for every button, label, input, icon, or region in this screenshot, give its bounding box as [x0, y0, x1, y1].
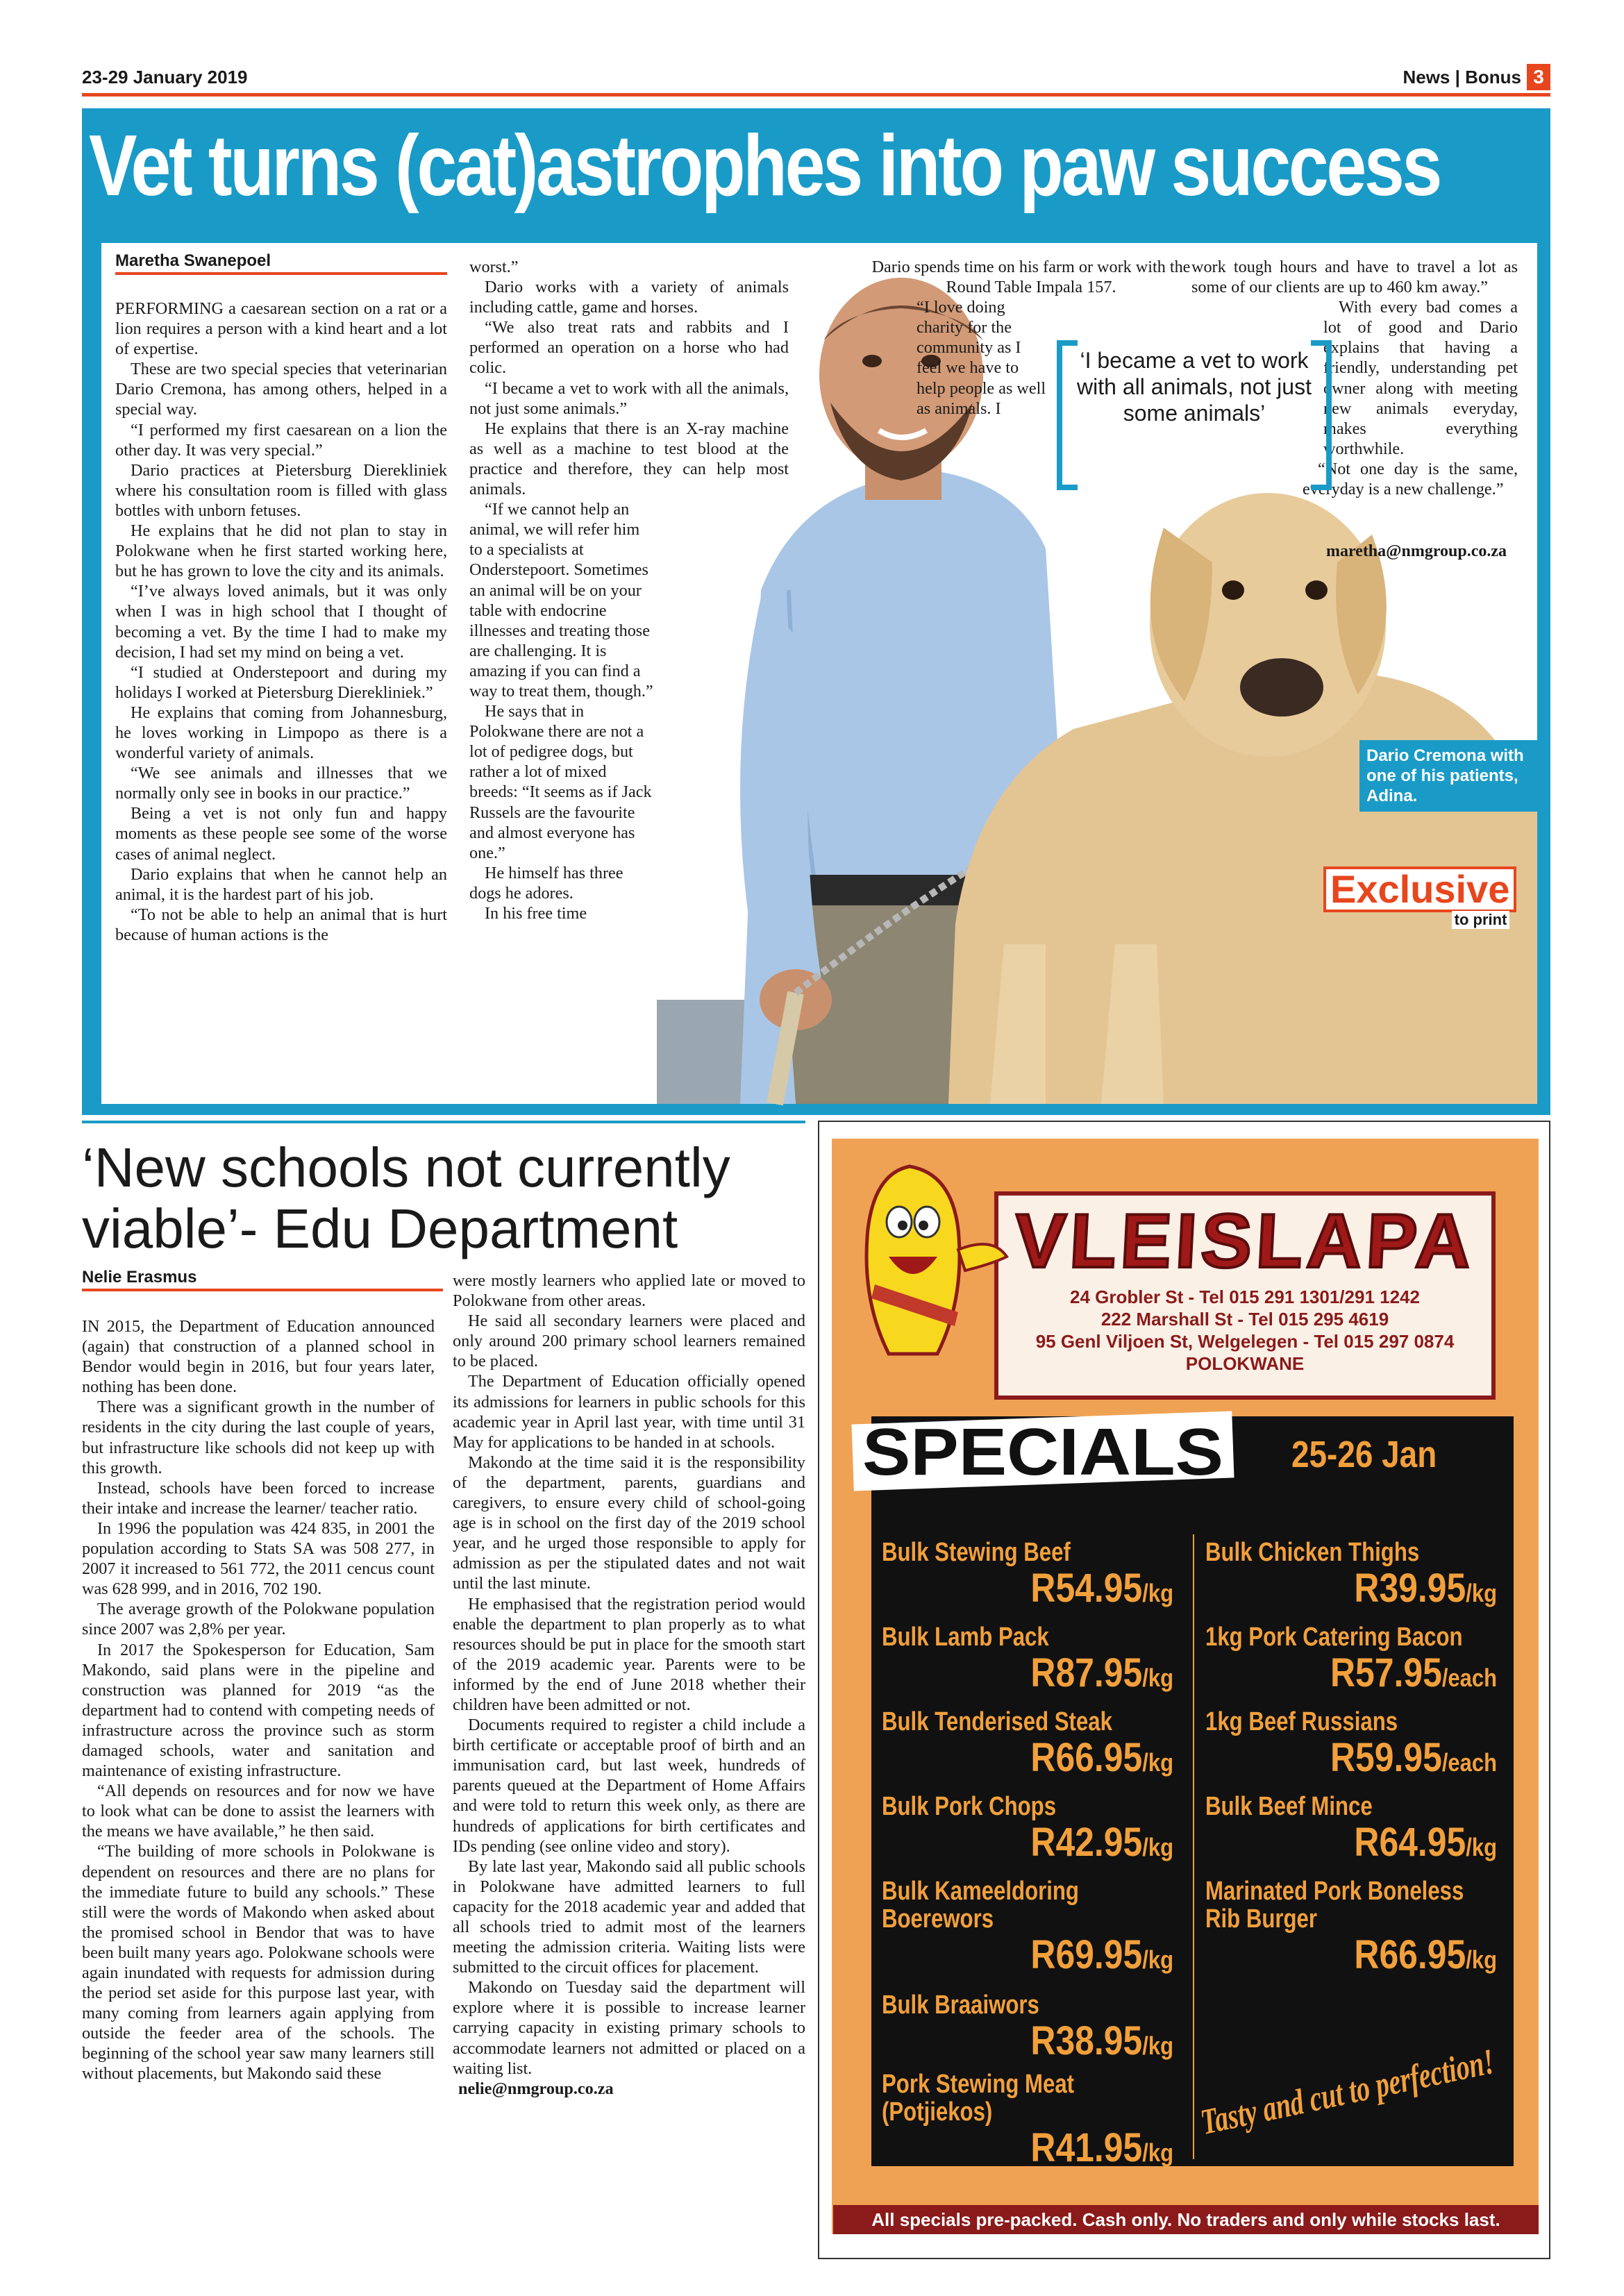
store-addresses	[1005, 1286, 1484, 1375]
vet-byline: Maretha Swanepoel	[115, 251, 271, 270]
item-name: Bulk Chicken Thighs	[1205, 1538, 1420, 1567]
address-line: 95 Genl Viljoen St, Welgelegen - Tel 015 297 0874	[1035, 1331, 1455, 1352]
price-unit: /kg	[1142, 1748, 1173, 1777]
paragraph: In 1996 the population was 424 835, in 2001 the population according to Stats SA was 508 277, in 2007 it increased to 561 772, the 2011 cencus count was 628 999, and in 2016, 702 190.	[82, 1518, 435, 1599]
paragraph: He explains that he did not plan to stay in Polokwane when he first started working here, but he has grown to love the city and its animals.	[115, 521, 447, 581]
paragraph: He explains that there is an X-ray machine as well as a machine to test blood at the practice and therefore, they can help most animals.	[469, 419, 789, 499]
paragraph: Makondo at the time said it is the responsibility of the department, parents, guardians and caregivers, to ensure every child of school-going age is in school on the first day of the 2019 school year, and he urged those responsible to apply for admission as per the stipulated dates and not wait until the last minute.	[453, 1452, 805, 1593]
school-article-top-rule	[82, 1121, 805, 1123]
item-name: Bulk Kameeldoring Boerewors	[882, 1877, 1079, 1934]
school-headline: ‘New schools not currently viable’- Edu Department	[82, 1137, 730, 1259]
price-value: R41.95	[1030, 2125, 1143, 2170]
price-value: R39.95	[1354, 1566, 1466, 1611]
pull-quote	[1069, 347, 1319, 426]
paragraph: Being a vet is not only fun and happy moments as these people see some of the worse cases of animal neglect.	[115, 804, 447, 864]
price-unit: /kg	[1466, 1945, 1497, 1974]
special-item	[882, 1623, 1173, 1700]
price-value: R69.95	[1030, 1932, 1143, 1977]
paragraph: “We also treat rats and rabbits and I performed an operation on a horse who had colic.	[469, 318, 789, 378]
item-name: 1kg Pork Catering Bacon	[1205, 1623, 1463, 1652]
section-label: News | Bonus	[1403, 67, 1521, 87]
paragraph: There was a significant growth in the number of residents in the city during the last couple of years, but infrastructure like schools did not keep up with this growth.	[82, 1398, 435, 1477]
paragraph: “I love doing charity for the community as I feel we have to help people as well as animals. I	[916, 298, 1046, 418]
special-item	[882, 1708, 1173, 1785]
vet-column-2	[469, 257, 789, 923]
paragraph: He said all secondary learners were placed and only around 200 primary school learners remained to be placed.	[453, 1312, 805, 1371]
special-item	[1205, 1793, 1497, 1870]
byline-rule	[82, 1289, 443, 1291]
item-name: 1kg Beef Russians	[1205, 1707, 1398, 1736]
item-price	[1246, 1736, 1497, 1785]
paragraph: worst.”	[469, 258, 519, 276]
address-line: POLOKWANE	[1185, 1353, 1305, 1374]
byline-rule	[115, 272, 447, 275]
paragraph: PERFORMING a caesarean section on a rat or a lion requires a person with a kind heart and a lot of expertise.	[115, 299, 447, 359]
paragraph: With every bad comes a lot of good and Dario explains that having a friendly, understanding pet owner along with meeting new animals everyday, makes everything worthwhile.	[1323, 298, 1518, 458]
address-line: 24 Grobler St - Tel 015 291 1301/291 1242	[1070, 1287, 1420, 1307]
paragraph: “Not one day is the same, everyday is a new challenge.”	[1303, 459, 1518, 499]
paragraph: Dario spends time on his farm or work with the Round Table Impala 157.	[871, 258, 1191, 297]
item-price	[1246, 1651, 1497, 1700]
price-value: R87.95	[1030, 1650, 1143, 1695]
special-item	[882, 1991, 1173, 2068]
paragraph: “I performed my first caesarean on a lion the other day. It was very special.”	[115, 420, 447, 460]
header-rule	[82, 93, 1550, 97]
tagline	[1194, 2019, 1605, 2159]
item-price	[923, 1566, 1173, 1616]
paragraph: He emphasised that the registration period would enable the department to plan properly as to what resources should be put in place for the smooth start of the 2019 academic year. Parents were to be informed by the end of June 2018 whether their children have been admitted or not.	[453, 1594, 805, 1714]
special-item	[882, 1793, 1173, 1870]
price-value: R59.95	[1330, 1735, 1442, 1780]
item-name: Bulk Beef Mince	[1205, 1792, 1373, 1821]
price-value: R66.95	[1030, 1735, 1143, 1780]
paragraph: In his free time	[485, 904, 587, 923]
tagline-text: Tasty and cut to perfection!	[1197, 2019, 1605, 2143]
price-unit: /kg	[1142, 1664, 1173, 1692]
special-item	[1205, 1539, 1497, 1616]
item-name: Pork Stewing Meat (Potjiekos)	[882, 2070, 1075, 2127]
item-price	[923, 2126, 1173, 2175]
price-value: R42.95	[1030, 1820, 1143, 1865]
paragraph: The Department of Education officially opened its admissions for learners in public schools for this academic year in April last year, with time until 31 May for applications to be handed in at schools.	[453, 1372, 805, 1452]
quote-bracket-left	[1057, 340, 1078, 490]
price-unit: /kg	[1466, 1833, 1497, 1861]
item-price	[1246, 1820, 1497, 1870]
item-price	[1246, 1933, 1497, 1982]
author-email[interactable]: maretha@nmgroup.co.za	[1325, 542, 1507, 560]
school-byline: Nelie Erasmus	[82, 1268, 197, 1287]
paragraph: He explains that coming from Johannesburg, he loves working in Limpopo as there is a wonderful variety of animals.	[115, 703, 447, 763]
specials-heading-text: SPECIALS	[862, 1415, 1223, 1489]
paragraph: “I became a vet to work with all the animals, not just some animals.”	[469, 378, 789, 418]
school-column-2	[453, 1271, 805, 2099]
specials-dates: 25-26 Jan	[1291, 1434, 1437, 1475]
price-value: R54.95	[1030, 1566, 1143, 1611]
paragraph: Instead, schools have been forced to increase their intake and increase the learner/ teacher ratio.	[82, 1478, 435, 1518]
item-name: Bulk Tenderised Steak	[882, 1707, 1112, 1736]
paragraph: These are two special species that veterinarian Dario Cremona, has among others, helped in a special way.	[115, 360, 447, 419]
paragraph: IN 2015, the Department of Education announced (again) that construction of a planned school in Bendor would begin in 2016, but four years later, nothing has been done.	[82, 1317, 435, 1397]
paragraph: By late last year, Makondo said all public schools in Polokwane have admitted learners to full capacity for the 2018 academic year and added that all schools tried to admit most of the learners meeting the admission criteria. Waiting lists were submitted to the circuit offices for placement.	[453, 1857, 805, 1977]
paragraph: The average growth of the Polokwane population since 2007 was 2,8% per year.	[82, 1600, 435, 1639]
school-column-1	[82, 1316, 435, 2084]
special-item	[1205, 1708, 1497, 1785]
price-unit: /kg	[1466, 1579, 1497, 1607]
paragraph: “I’ve always loved animals, but it was only when I was in high school that I thought of becoming a vet. By the time I had to make my decision, I had set my mind on being a vet.	[115, 582, 447, 662]
pull-quote-text: ‘I became a vet to work with all animals, not just some animals’	[1077, 348, 1312, 426]
price-value: R57.95	[1330, 1650, 1442, 1695]
price-unit: /kg	[1142, 2138, 1173, 2167]
paragraph: Documents required to register a child include a birth certificate or acceptable proof of birth and an immunisation card, but last week, hundreds of parents queued at the Department of Home Affairs and were told to return this week only, as there are hundreds of applications for birth certificates and IDs pending (see online video and story).	[453, 1716, 805, 1856]
price-unit: /kg	[1142, 1833, 1173, 1861]
paragraph: “To not be able to help an animal that is hurt because of human actions is the	[115, 905, 447, 944]
author-email[interactable]: nelie@nmgroup.co.za	[458, 2079, 614, 2098]
quote-bracket-right	[1311, 340, 1332, 490]
item-name: Bulk Pork Chops	[882, 1792, 1057, 1821]
paragraph: work tough hours and have to travel a lot as some of our clients are up to 460 km away.”	[1191, 258, 1518, 297]
vet-headline: Vet turns (cat)astrophes into paw success	[89, 118, 1441, 214]
paragraph: “The building of more schools in Polokwane is dependent on resources and there are no plans for the immediate future to build any schools.” These still were the words of Makondo when asked about the promised school in Bendor that was to have been built many years ago. Polokwane schools were again inundated with requests for admission during the period set aside for this purpose last year, with many coming from learners again applying from outside the feeder area of the schools. The beginning of the school year saw many learners still without placements, but Makondo said these	[82, 1842, 435, 2084]
special-item	[882, 1539, 1173, 1616]
price-unit: /kg	[1142, 1945, 1173, 1974]
paragraph: Dario practices at Pietersburg Dierekliniek where his consultation room is filled with glass bottles with unborn fetuses.	[115, 460, 447, 520]
paragraph: “I studied at Onderstepoort and during my holidays I worked at Pietersburg Dierekliniek.”	[115, 662, 447, 702]
specials-heading	[848, 1414, 1237, 1489]
exclusive-sublabel: to print	[1452, 911, 1510, 929]
special-item	[1205, 1877, 1497, 1982]
issue-date: 23-29 January 2019	[82, 67, 248, 87]
paragraph: Makondo on Tuesday said the department will explore where it is possible to increase learner carrying capacity in existing primary schools to accommodate learners not admitted or placed on a waiting list.	[453, 1978, 805, 2078]
item-name: Bulk Stewing Beef	[882, 1538, 1071, 1567]
exclusive-badge	[1323, 866, 1516, 928]
page-number: 3	[1527, 64, 1550, 90]
item-price	[923, 1736, 1173, 1785]
vet-column-1	[115, 299, 447, 945]
item-price	[923, 1933, 1173, 1982]
item-name: Bulk Braaiwors	[882, 1991, 1039, 2020]
price-unit: /each	[1441, 1664, 1497, 1692]
special-item	[882, 1877, 1173, 1982]
price-value: R64.95	[1354, 1820, 1466, 1865]
paragraph: In 2017 the Spokesperson for Education, Sam Makondo, said plans were in the pipeline and construction was planned for 2019 “as the department had to contend with competing needs of infrastructure across the province such as storm damaged schools, water and sanitation and maintenance of existing infrastructure.	[82, 1640, 435, 1781]
paragraph: were mostly learners who applied late or moved to Polokwane from other areas.	[453, 1271, 805, 1311]
advert-disclaimer: All specials pre-packed. Cash only. No traders and only while stocks last.	[833, 2205, 1539, 2234]
paragraph: Dario works with a variety of animals including cattle, game and horses.	[469, 278, 789, 317]
address-line: 222 Marshall St - Tel 015 295 4619	[1100, 1309, 1389, 1330]
brand-logo: VLEISLAPA	[1012, 1198, 1477, 1284]
paragraph: “All depends on resources and for now we have to look what can be done to assist the learners with the means we have available,” he then said.	[82, 1782, 435, 1841]
photo-caption: Dario Cremona with one of his patients, Adina.	[1359, 740, 1540, 812]
paragraph: He says that in Polokwane there are not a lot of pedigree dogs, but rather a lot of mixed breeds: “It seems as if Jack Russels are the favourite and almost everyone has one.”	[469, 702, 652, 862]
item-name: Marinated Pork Boneless Rib Burger	[1205, 1877, 1464, 1934]
price-unit: /kg	[1142, 2031, 1173, 2060]
item-price	[923, 1820, 1173, 1870]
item-name: Bulk Lamb Pack	[882, 1623, 1049, 1652]
sausage-mascot-icon	[833, 1146, 1014, 1382]
item-price	[1246, 1566, 1497, 1616]
item-price	[923, 1651, 1173, 1700]
paragraph: “If we cannot help an animal, we will refer him to a specialists at Onderstepoort. Sometimes an animal will be on your table with endocrine illnesses and treating those are challenging. It is amazing if you can find a way to treat them, though.”	[469, 500, 653, 701]
paragraph: He himself has three dogs he adores.	[469, 863, 623, 903]
item-price	[923, 2019, 1173, 2068]
price-unit: /kg	[1142, 1579, 1173, 1607]
paragraph: “We see animals and illnesses that we normally only see in books in our practice.”	[115, 764, 447, 803]
price-value: R66.95	[1354, 1932, 1466, 1977]
paragraph: Dario explains that when he cannot help an animal, it is the hardest part of his job.	[115, 864, 447, 904]
special-item	[882, 2070, 1173, 2175]
price-unit: /each	[1441, 1748, 1497, 1777]
price-value: R38.95	[1030, 2018, 1143, 2063]
special-item	[1205, 1623, 1497, 1700]
exclusive-label: Exclusive	[1330, 867, 1510, 911]
